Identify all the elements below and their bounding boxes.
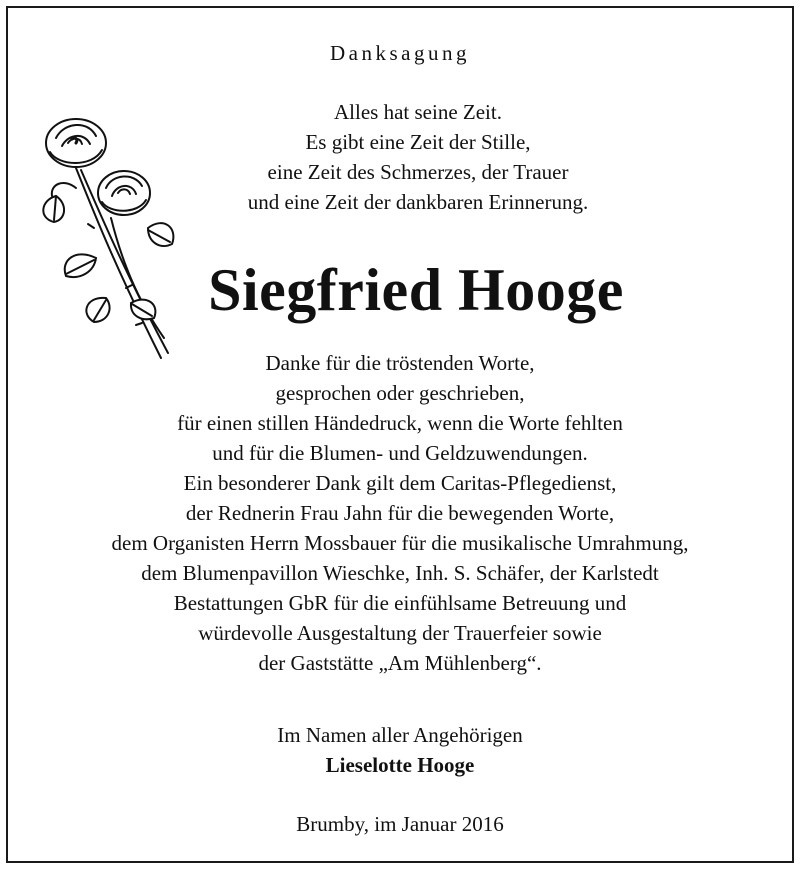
thanks-line: Bestattungen GbR für die einfühlsame Betreuung und	[173, 591, 627, 615]
signoff-line: Im Namen aller Angehörigen	[277, 723, 523, 747]
thanks-line: gesprochen oder geschrieben,	[275, 381, 525, 405]
motto-line: eine Zeit des Schmerzes, der Trauer	[267, 160, 569, 184]
signoff	[8, 720, 792, 780]
notice-heading: Danksagung	[330, 41, 470, 65]
deceased-name: Siegfried Hooge	[208, 257, 624, 323]
thanks-line: würdevolle Ausgestaltung der Trauerfeier sowie	[198, 621, 602, 645]
motto-line: Alles hat seine Zeit.	[334, 100, 502, 124]
thanks-line: Danke für die tröstenden Worte,	[265, 351, 535, 375]
thanks-line: dem Organisten Herrn Mossbauer für die musikalische Umrahmung,	[111, 531, 689, 555]
thanks-line: der Rednerin Frau Jahn für die bewegenden Worte,	[185, 501, 615, 525]
thanks-text	[8, 348, 792, 678]
place-date: Brumby, im Januar 2016	[296, 812, 504, 836]
motto-line: Es gibt eine Zeit der Stille,	[305, 130, 531, 154]
thanks-line: für einen stillen Händedruck, wenn die Worte fehlten	[177, 411, 623, 435]
thanks-line: und für die Blumen- und Geldzuwendungen.	[212, 441, 588, 465]
thanks-line: der Gaststätte „Am Mühlenberg“.	[258, 651, 542, 675]
thanks-line: Ein besonderer Dank gilt dem Caritas-Pflegedienst,	[183, 471, 617, 495]
motto	[188, 97, 648, 217]
signer-name: Lieselotte Hooge	[325, 753, 475, 777]
motto-line: und eine Zeit der dankbaren Erinnerung.	[247, 190, 589, 214]
obituary-notice	[6, 6, 794, 863]
thanks-line: dem Blumenpavillon Wieschke, Inh. S. Schäfer, der Karlstedt	[141, 561, 659, 585]
